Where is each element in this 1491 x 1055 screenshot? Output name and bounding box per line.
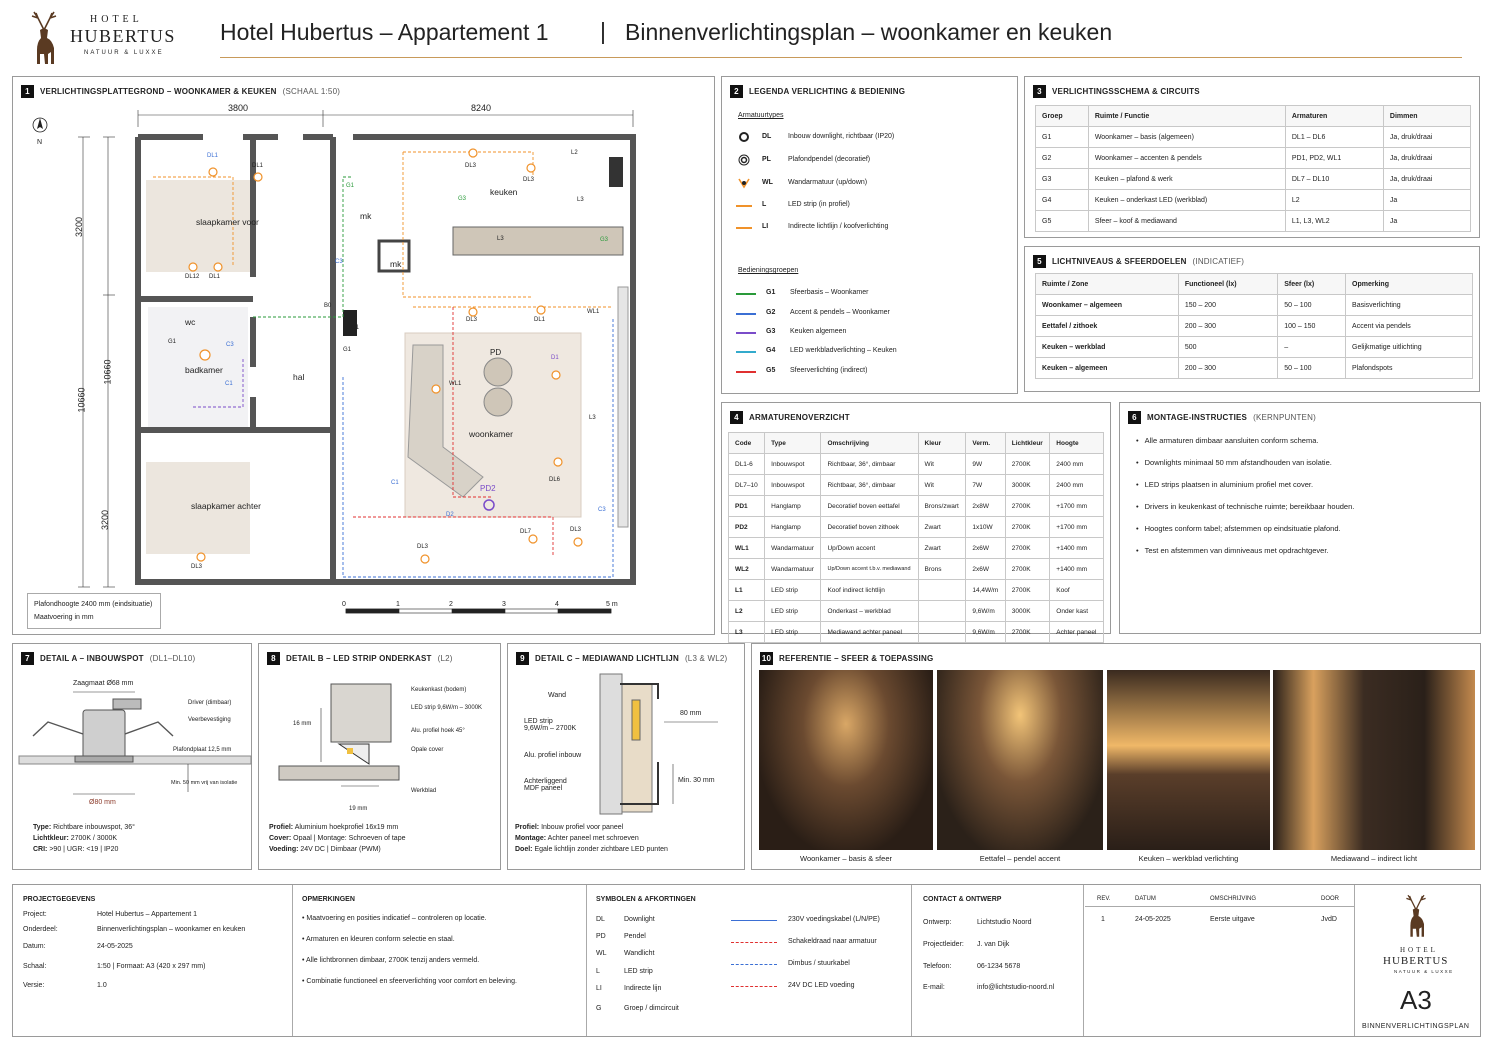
table-row: G5 Sfeer – koof & mediawand L1, L3, WL2 Ja (1036, 211, 1471, 232)
photo-mediawall (1273, 670, 1475, 850)
hotel-word: HOTEL (90, 14, 143, 25)
header-logo (20, 8, 180, 66)
tag: DL3 (465, 163, 477, 169)
title-block (12, 884, 1481, 1037)
photo-kitchen (1107, 670, 1270, 850)
list-item: • Downlights minimaal 50 mm afstandhouden van isolatie. (1136, 458, 1354, 467)
tag: DL3 (570, 527, 582, 533)
light-levels-table: Ruimte / Zone Functioneel (lx) Sfeer (lx) Opmerking Woonkamer – algemeen 150 – 200 50 – 100 Basisverlichting Eettafel / zithoek 200 – 300 100 – 150 Accent via pendels Keuken – werkblad 500 – Gelijkmatige uitlichting Keuken – algemeen 200 – 300 50 – 100 Plafondspots (1035, 273, 1473, 379)
dim-left-1: 3200 (74, 216, 85, 238)
hubertus-word: HUBERTUS (70, 26, 176, 46)
tag: L3 (589, 415, 596, 421)
table-row: DL7–10 Inbouwspot Richtbaar, 36°, dimbaar Wit 7W 3000K 2400 mm (729, 475, 1104, 496)
group-swatch (736, 371, 756, 373)
tag: G1 (168, 339, 177, 345)
tag: WL1 (587, 309, 600, 315)
list-item: • Alle lichtbronnen dimbaar, 2700K tenzij anders vermeld. (302, 957, 480, 964)
format-label: A3 (1400, 985, 1432, 1015)
panel-header: 7 DETAIL A – INBOUWSPOT (DL1–DL10) (21, 652, 195, 665)
contact: CONTACT & ONTWERP Ontwerp: Lichtstudio Noord Projectleider: J. van Dijk Telefoon: 06-1234 5678 E-mail: info@lichtstudio-noord.nl (913, 885, 1084, 1036)
table-row: L1 LED strip Koof indirect lichtlijn 14,4W/m 2700K Koof (729, 580, 1104, 601)
tag: D2 (446, 512, 454, 518)
tagline: NATUUR & LUXXE (84, 50, 164, 56)
tag: L2 (571, 150, 578, 156)
tag: DL3 (191, 564, 203, 570)
caption: Eettafel – pendel accent (979, 854, 1061, 863)
table-row: PD1 Hanglamp Decoratief boven eettafel Brons/zwart 2x8W 2700K +1700 mm (729, 496, 1104, 517)
tag: C3 (226, 342, 234, 348)
panel-circuits (1024, 76, 1480, 238)
tag: DL1 (209, 274, 221, 280)
panel-header: 5 LICHTNIVEAUS & SFEERDOELEN (INDICATIEF) (1033, 255, 1244, 268)
panel-detail-a: 7 DETAIL A – INBOUWSPOT (DL1–DL10) Zaagmaat Ø68 mm Driver (dimbaar) Veerbevestiging Plafondplaat 12,5 mm Min. 50 mm vrij van isolatie Ø80 mm Type: Richtbare inbouwspot, 36° Lichtkleur: 2700K / 3000K CRI: >90 | UGR: <19 | IP20 (12, 643, 252, 870)
panel-header: 4 ARMATURENOVERZICHT (730, 411, 850, 424)
title-separator: | (600, 18, 606, 44)
tag: DL3 (523, 177, 535, 183)
table-row: WL1 Wandarmatuur Up/Down accent Zwart 2x6W 2700K +1400 mm (729, 538, 1104, 559)
table-row: Keuken – algemeen 200 – 300 50 – 100 Plafondspots (1036, 358, 1473, 379)
dim-left-2: 10660 (102, 359, 113, 385)
tag: G3 (600, 237, 609, 243)
line-dashed-red-2 (731, 986, 777, 987)
tag: WL1 (449, 381, 462, 387)
tag: D1 (551, 355, 559, 361)
tag: DL6 (549, 477, 561, 483)
project-info: PROJECTGEGEVENS Project: Hotel Hubertus – Appartement 1 Onderdeel: Binnenverlichtingsplan – woonkamer en keuken Datum: 24-05-2025 Schaal: 1:50 | Formaat: A3 (420 x 297 mm) Versie: 1.0 (13, 885, 293, 1036)
room-hal: hal (293, 372, 305, 382)
caption: Keuken – werkblad verlichting (1138, 854, 1239, 863)
pendant-icon (738, 154, 750, 166)
list-item: • Drivers in keukenkast of technische ruimte; bereikbaar houden. (1136, 502, 1354, 511)
table-row: G3 Keuken – plafond & werk DL7 – DL10 Ja, druk/draai (1036, 169, 1471, 190)
panel-header: 8 DETAIL B – LED STRIP ONDERKAST (L2) (267, 652, 453, 665)
group-swatch (736, 313, 756, 315)
list-item: • Armaturen en kleuren conform selectie en staal. (302, 936, 455, 943)
deer-icon (1400, 893, 1432, 939)
led-strip-swatch (736, 205, 752, 207)
scale-1: 1 (396, 601, 400, 608)
room-slaapkamer-voor: slaapkamer voor (196, 217, 259, 227)
tag: PD2 (480, 484, 496, 493)
table-row: DL1-6 Inbouwspot Richtbaar, 36°, dimbaar Wit 9W 2700K 2400 mm (729, 454, 1104, 475)
tag: DL1 (534, 317, 546, 323)
table-row: G1 Woonkamer – basis (algemeen) DL1 – DL6 Ja, druk/draai (1036, 127, 1471, 148)
panel-detail-c: 9 DETAIL C – MEDIAWAND LICHTLIJN (L3 & WL2) Wand LED strip 9,6W/m – 2700K Alu. profiel inbouw Achterliggend MDF paneel 80 mm Min. 30 mm Profiel: Inbouw profiel voor paneel Montage: Achter paneel met schroeven Doel: Egale lichtlijn zonder zichtbare LED punten (507, 643, 745, 870)
dim-top-1: 3800 (228, 103, 249, 113)
table-row: PD2 Hanglamp Decoratief boven zithoek Zwart 1x10W 2700K +1700 mm (729, 517, 1104, 538)
installation-list (1136, 436, 1354, 568)
room-wc: wc (185, 317, 196, 327)
table-row: G2 Woonkamer – accenten & pendels PD1, PD2, WL1 Ja, druk/draai (1036, 148, 1471, 169)
list-item: • Combinatie functioneel en sfeerverlichting voor comfort en beleving. (302, 978, 517, 985)
ledstrip-section-drawing (259, 644, 502, 814)
fixtures-table: Code Type Omschrijving Kleur Verm. Lichtkleur Hoogte DL1-6 Inbouwspot Richtbaar, 36°, dimbaar Wit 9W 2700K 2400 mm DL7–10 Inbouwspot Richtbaar, 36°, dimbaar Wit 7W 3000K 2400 mm PD1 Hanglamp Decoratief boven eettafel Brons/zwart 2x8W 2700K +1700 mm PD2 Hanglamp Decoratief boven zithoek Zwart 1x10W 2700K +1700 mm WL1 Wandarmatuur Up/Down accent Zwart 2x6W 2700K +1400 mm WL2 Wandarmatuur Up/Down accent t.b.v. mediawand Brons 2x6W 2700K +1400 mm L1 LED strip Koof indirect lichtlijn 14,4W/m 2700K Koof L2 LED strip Onderkast – werkblad 9,6W/m 3000K Onder kast L3 LED strip Mediawand achter paneel 9,6W/m 2700K Achter paneel (728, 432, 1104, 643)
tag: L3 (577, 197, 584, 203)
tag: C1 (225, 381, 233, 387)
scale-2: 2 (449, 601, 453, 608)
spec: Profiel: Inbouw profiel voor paneel Montage: Achter paneel met schroeven Doel: Egale lichtlijn zonder zichtbare LED punten (515, 824, 668, 853)
room-mk-2: mk (390, 259, 402, 269)
page-title: Hotel Hubertus – Appartement 1 (220, 19, 549, 45)
room-woonkamer: woonkamer (469, 429, 513, 439)
indirect-line-swatch (736, 227, 752, 229)
north-label: N (37, 139, 43, 146)
panel-reference (751, 643, 1481, 870)
groups-title: Bedieningsgroepen (738, 267, 799, 274)
table-row: L2 LED strip Onderkast – werkblad 9,6W/m 3000K Onder kast (729, 601, 1104, 622)
panel-header: 1 VERLICHTINGSPLATTEGROND – WOONKAMER & KEUKEN (SCHAAL 1:50) (21, 85, 340, 98)
tag: G3 (458, 196, 467, 202)
document-type: BINNENVERLICHTINGSPLAN (1362, 1023, 1470, 1030)
header-rule (220, 57, 1462, 58)
tag: DL1 (207, 153, 219, 159)
panel-header: 9 DETAIL C – MEDIAWAND LICHTLIJN (L3 & WL2) (516, 652, 727, 665)
tag: DL3 (466, 317, 478, 323)
list-item: • Maatvoering en posities indicatief – controleren op locatie. (302, 915, 487, 922)
types-title: Armatuurtypes (738, 112, 784, 119)
room-badkamer: badkamer (185, 365, 223, 375)
spec: Profiel: Aluminium hoekprofiel 16x19 mm Cover: Opaal | Montage: Schroeven of tape Voeding: 24V DC | Dimbaar (PWM) (269, 824, 406, 853)
tag: C1 (391, 480, 399, 486)
table-row: G4 Keuken – onderkast LED (werkblad) L2 Ja (1036, 190, 1471, 211)
circuits-table: Groep Ruimte / Functie Armaturen Dimmen G1 Woonkamer – basis (algemeen) DL1 – DL6 Ja, druk/draai G2 Woonkamer – accenten & pendels PD1, PD2, WL1 Ja, druk/draai G3 Keuken – plafond & werk DL7 – DL10 Ja, druk/draai G4 Keuken – onderkast LED (werkblad) L2 Ja G5 Sfeer – koof & mediawand L1, L3, WL2 Ja (1035, 105, 1471, 232)
scale-0: 0 (342, 601, 346, 608)
group-swatch (736, 351, 756, 353)
tag: DL1 (252, 163, 264, 169)
deer-icon (24, 10, 64, 66)
line-dashed-red (731, 942, 777, 943)
tag: L3 (497, 236, 504, 242)
photo-dining (937, 670, 1103, 850)
caption: Mediawand – indirect licht (1330, 854, 1418, 863)
dim-outer: 10660 (76, 387, 87, 413)
room-mk-1: mk (360, 211, 372, 221)
list-item: • Alle armaturen dimbaar aansluiten conform schema. (1136, 436, 1354, 445)
dim-top-2: 8240 (471, 103, 492, 113)
tag: DL7 (520, 529, 532, 535)
spec: Type: Richtbare inbouwspot, 36° Lichtkleur: 2700K / 3000K CRI: >90 | UGR: <19 | IP20 (33, 824, 135, 853)
line-dashed-blue (731, 964, 777, 965)
symbols: SYMBOLEN & AFKORTINGEN DL Downlight PD Pendel WL Wandlicht L LED strip LI Indirecte lijn G Groep / dimcircuit 230V voedingskabel (L/N/PE) Schakeldraad naar armatuur Dimbus / stuurkabel 24V DC LED voeding (588, 885, 912, 1036)
panel-header: 3 VERLICHTINGSSCHEMA & CIRCUITS (1033, 85, 1200, 98)
panel-header: 2 LEGENDA VERLICHTING & BEDIENING (730, 85, 905, 98)
scale-5: 5 m (606, 601, 618, 608)
tag: C3 (598, 507, 606, 513)
downlight-section-drawing (13, 644, 253, 814)
list-item: • LED strips plaatsen in aluminium profiel met cover. (1136, 480, 1354, 489)
panel-header: 10 REFERENTIE – SFEER & TOEPASSING (761, 654, 934, 663)
table-row: Woonkamer – algemeen 150 – 200 50 – 100 Basisverlichting (1036, 295, 1473, 316)
tag: G1 (343, 347, 352, 353)
floorplan-drawing (13, 77, 716, 636)
table-row: Keuken – werkblad 500 – Gelijkmatige uitlichting (1036, 337, 1473, 358)
list-item: • Test en afstemmen van dimniveaus met opdrachtgever. (1136, 546, 1354, 555)
caption: Woonkamer – basis & sfeer (800, 854, 892, 863)
scale-4: 4 (555, 601, 559, 608)
group-swatch (736, 332, 756, 334)
panel-legend: 2 LEGENDA VERLICHTING & BEDIENING Armatuurtypes DL Inbouw downlight, richtbaar (IP20) PL Plafondpendel (decoratief) WL Wandarmatuur (up/down) L LED strip (in profiel) LI Indirecte lichtlijn / koofverlichting Bedieningsgroepen G1 Sfeerbasis – Woonkamer G2 Accent & pendels – Woonkamer G3 Keuken algemeen G4 LED werkbladverlichting – Keuken G5 Sfeerverlichting (indirect) (721, 76, 1018, 394)
tag: DL3 (417, 544, 429, 550)
panel-installation (1119, 402, 1481, 634)
tag: DL12 (185, 274, 200, 280)
tag: G1 (346, 183, 355, 189)
table-row: WL2 Wandarmatuur Up/Down accent t.b.v. mediawand Brons 2x6W 2700K +1400 mm (729, 559, 1104, 580)
room-keuken: keuken (490, 187, 518, 197)
line-solid (731, 920, 777, 921)
panel-header: 6 MONTAGE-INSTRUCTIES (KERNPUNTEN) (1128, 411, 1316, 424)
wall-light-icon (738, 177, 750, 189)
room-slaapkamer-achter: slaapkamer achter (191, 501, 261, 511)
format-block: HOTEL HUBERTUS NATUUR & LUXXE A3 BINNENVERLICHTINGSPLAN (1356, 885, 1480, 1036)
scale-3: 3 (502, 601, 506, 608)
table-row: Eettafel / zithoek 200 – 300 100 – 150 Accent via pendels (1036, 316, 1473, 337)
panel-fixtures (721, 402, 1111, 634)
downlight-icon (738, 131, 750, 143)
revision-block: REV. DATUM OMSCHRIJVING DOOR 1 24-05-2025 Eerste uitgave JvdD (1085, 885, 1355, 1036)
group-swatch (736, 293, 756, 295)
panel-detail-b: 8 DETAIL B – LED STRIP ONDERKAST (L2) Keukenkast (bodem) LED strip 9,6W/m – 3000K Alu. profiel hoek 45° Opale cover Werkblad 16 mm 19 mm Profiel: Aluminium hoekprofiel 16x19 mm Cover: Opaal | Montage: Schroeven of tape Voeding: 24V DC | Dimbaar (PWM) (258, 643, 501, 870)
panel-floorplan (12, 76, 715, 635)
page-subtitle: Binnenverlichtingsplan – woonkamer en keuken (625, 19, 1113, 45)
floorplan-note: Plafondhoogte 2400 mm (eindsituatie) Maatvoering in mm (27, 593, 161, 629)
dim-left-3: 3200 (100, 509, 111, 531)
list-item: • Hoogtes conform tabel; afstemmen op eindsituatie plafond. (1136, 524, 1354, 533)
photo-livingroom (759, 670, 933, 850)
panel-light-levels (1024, 246, 1480, 392)
tag: G1 (351, 325, 360, 331)
tag: PD (490, 348, 502, 357)
tag: B0 (324, 303, 332, 309)
tag: C3 (335, 259, 343, 265)
table-row: L3 LED strip Mediawand achter paneel 9,6W/m 2700K Achter paneel (729, 622, 1104, 643)
remarks: OPMERKINGEN • Maatvoering en posities indicatief – controleren op locatie. • Armaturen en kleuren conform selectie en staal. • Alle lichtbronnen dimbaar, 2700K tenzij anders vermeld. • Combinatie functioneel en sfeerverlichting voor comfort en beleving. (294, 885, 587, 1036)
